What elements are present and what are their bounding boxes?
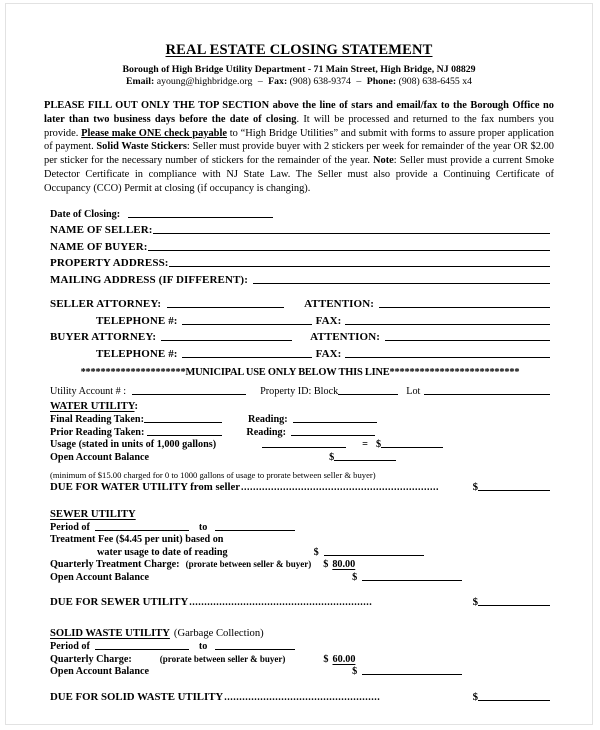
solid-waste-utility-heading [50, 628, 550, 639]
due-for-water-dots: .................................................................. [241, 481, 440, 493]
contact-separator-1: – [257, 76, 263, 87]
name-of-buyer-input[interactable] [148, 250, 550, 251]
seller-attorney-fax-label: FAX: [315, 314, 342, 327]
solid-waste-heading-note: (Garbage Collection) [173, 628, 264, 640]
sewer-quarterly-charge-label: Quarterly Treatment Charge: [50, 559, 180, 571]
document-page [5, 3, 593, 725]
buyer-attorney-input[interactable] [161, 340, 292, 341]
field-row-solid-waste-open-balance [50, 666, 550, 677]
instructions-emphasis-5: Note [373, 155, 394, 167]
sewer-treatment-fee-label-line2: water usage to date of reading [97, 546, 228, 558]
sewer-open-balance-input[interactable] [362, 580, 462, 581]
solid-waste-open-account-balance-label: Open Account Balance [50, 666, 150, 678]
due-for-sewer-utility-row [50, 596, 550, 608]
solid-waste-open-balance-dollar-sign: $ [352, 666, 358, 678]
final-reading-taken-input[interactable] [144, 422, 222, 423]
solid-waste-quarterly-dollar-sign: $ [323, 653, 329, 665]
final-reading-taken-label: Final Reading Taken: [50, 414, 144, 426]
seller-attorney-fax-input[interactable] [345, 324, 550, 325]
phone-label: Phone: [366, 76, 397, 87]
solid-waste-utility-heading-text: SOLID WASTE UTILITY [50, 628, 170, 640]
water-prior-reading-label: Reading: [246, 426, 286, 438]
sewer-treatment-fee-label-line1: Treatment Fee ($4.45 per unit) based on [50, 534, 224, 546]
seller-attorney-attention-label: ATTENTION: [304, 298, 375, 311]
email-label: Email: [125, 76, 155, 87]
property-address-label: PROPERTY ADDRESS: [50, 257, 169, 270]
sewer-period-from-input[interactable] [95, 530, 189, 531]
water-utility-heading-text: WATER UTILITY [50, 401, 135, 413]
due-for-sewer-dollar-sign: $ [472, 596, 478, 609]
due-for-sewer-dots: ............................................................. [189, 597, 373, 609]
buyer-attorney-fax-input[interactable] [345, 357, 550, 358]
sewer-utility-heading [50, 509, 550, 520]
buyer-attorney-fax-label: FAX: [315, 347, 342, 360]
field-row-sewer-treatment-fee-line1 [50, 534, 550, 545]
solid-waste-period-to-input[interactable] [215, 649, 295, 650]
water-usage-dollar-sign: $ [375, 439, 382, 451]
due-for-solid-waste-dollar-sign: $ [472, 690, 478, 703]
water-minimum-note: (minimum of $15.00 charged for 0 to 1000 gallons of usage to prorate between seller & buyer) [50, 469, 376, 480]
instructions-emphasis-3: Please make ONE check payable [81, 127, 227, 139]
field-row-name-of-seller [50, 224, 550, 236]
sewer-quarterly-charge-value: 80.00 [332, 559, 356, 571]
water-usage-equals: = [362, 439, 368, 451]
field-row-seller-attorney [50, 298, 550, 310]
solid-waste-period-to-label: to [198, 641, 208, 653]
sewer-quarterly-charge-note: (prorate between seller & buyer) [185, 559, 312, 570]
water-usage-amount-input[interactable] [381, 447, 443, 448]
field-row-name-of-buyer [50, 241, 550, 253]
field-row-sewer-open-balance [50, 572, 550, 583]
utility-account-input[interactable] [132, 394, 246, 395]
field-row-seller-attorney-phone [50, 315, 550, 327]
due-for-water-input[interactable] [478, 490, 550, 491]
sewer-treatment-fee-input[interactable] [324, 555, 424, 556]
field-row-solid-waste-quarterly-charge [50, 654, 550, 665]
seller-attorney-telephone-input[interactable] [182, 324, 312, 325]
buyer-attorney-telephone-input[interactable] [182, 357, 312, 358]
due-for-water-utility-row [50, 481, 550, 493]
water-open-balance-dollar-sign: $ [329, 451, 335, 463]
seller-attorney-telephone-label: TELEPHONE #: [96, 314, 178, 327]
buyer-attorney-attention-input[interactable] [385, 340, 550, 341]
name-of-buyer-label: NAME OF BUYER: [50, 240, 148, 253]
property-id-block-input[interactable] [338, 394, 398, 395]
sewer-period-to-input[interactable] [215, 530, 295, 531]
field-row-property-address [50, 257, 550, 269]
phone-value: (908) 638-6455 x4 [398, 76, 473, 87]
instructions-text-4: : Seller must provide a current Smoke Detector Certificate in compliance with NJ State Law. The Seller must also provide a Continuing Certificate of Occupancy (CCO) Permit at closing (if occupancy is changing). [44, 155, 554, 194]
instructions-emphasis-2: above the line of stars and email/fax to the Borough Office no later than two business days before the date of closing [44, 100, 554, 125]
organization-address: Borough of High Bridge Utility Department - 71 Main Street, High Bridge, NJ 08829 [122, 64, 476, 75]
field-row-buyer-attorney [50, 331, 550, 343]
solid-waste-quarterly-charge-value: 60.00 [332, 653, 356, 665]
property-address-input[interactable] [169, 266, 550, 267]
municipal-use-divider [50, 367, 550, 378]
instructions-text-3: : Seller must provide buyer with 2 stickers per week for remainder of the year OR $2.00 per sticker for the necessary number of stickers for the remainder of the year. [44, 141, 554, 167]
due-for-solid-waste-utility-label: DUE FOR SOLID WASTE UTILITY [50, 690, 224, 703]
contact-line [36, 76, 562, 87]
solid-waste-quarterly-charge-note: (prorate between seller & buyer) [159, 653, 286, 664]
sewer-treatment-fee-dollar-sign: $ [313, 546, 319, 558]
instructions-emphasis-1: PLEASE FILL OUT ONLY THE TOP SECTION [44, 100, 270, 111]
field-row-utility-account [50, 386, 550, 397]
sewer-open-balance-dollar-sign: $ [352, 571, 358, 583]
due-for-solid-waste-input[interactable] [478, 700, 550, 701]
page-title: REAL ESTATE CLOSING STATEMENT [165, 42, 433, 58]
field-row-sewer-treatment-fee-line2 [50, 547, 550, 558]
lot-input[interactable] [424, 394, 550, 395]
name-of-seller-input[interactable] [153, 233, 550, 234]
prior-reading-taken-input[interactable] [147, 435, 222, 436]
water-final-reading-input[interactable] [293, 422, 377, 423]
seller-attorney-attention-input[interactable] [379, 307, 550, 308]
email-value: ayoung@highbridge.org [156, 76, 253, 87]
water-utility-heading-colon: : [134, 401, 139, 413]
sewer-period-of-label: Period of [50, 521, 90, 533]
solid-waste-period-of-label: Period of [50, 641, 90, 653]
buyer-attorney-telephone-label: TELEPHONE #: [96, 347, 178, 360]
due-for-solid-waste-dots: .................................................... [224, 691, 381, 703]
field-row-mailing-address [50, 274, 550, 286]
solid-waste-quarterly-charge-label: Quarterly Charge: [50, 653, 132, 665]
instructions-paragraph [44, 99, 554, 196]
form-body [36, 209, 562, 703]
due-for-water-utility-label: DUE FOR WATER UTILITY from seller [50, 480, 241, 493]
seller-attorney-label: SELLER ATTORNEY: [50, 298, 162, 311]
due-for-sewer-utility-label: DUE FOR SEWER UTILITY [50, 596, 189, 609]
due-for-water-dollar-sign: $ [472, 480, 478, 493]
divider-label: MUNICIPAL USE ONLY BELOW THIS LINE [185, 366, 390, 378]
field-row-water-final-reading [50, 414, 550, 425]
lot-label: Lot [406, 385, 421, 397]
buyer-attorney-label: BUYER ATTORNEY: [50, 331, 157, 344]
sewer-period-to-label: to [198, 521, 208, 533]
water-utility-heading [50, 401, 550, 412]
field-row-buyer-attorney-phone [50, 348, 550, 360]
divider-stars-left: ********************* [80, 366, 186, 378]
sewer-utility-heading-text: SEWER UTILITY [50, 508, 136, 520]
date-of-closing-label: Date of Closing: [50, 208, 121, 220]
fax-label: Fax: [268, 76, 288, 87]
field-row-sewer-quarterly-charge [50, 559, 550, 570]
utility-account-label: Utility Account # : [50, 385, 127, 397]
property-id-label: Property ID: Block [260, 385, 339, 397]
sewer-open-account-balance-label: Open Account Balance [50, 571, 150, 583]
document-sheet [6, 4, 592, 724]
sewer-quarterly-dollar-sign: $ [323, 559, 329, 571]
date-of-closing-input[interactable] [128, 217, 273, 218]
field-row-water-open-balance [50, 452, 550, 463]
instructions-text-2: to “High Bridge Utilities” and submit with forms to assure proper application of payment. [44, 127, 555, 153]
water-open-account-balance-label: Open Account Balance [50, 451, 150, 463]
solid-waste-open-balance-input[interactable] [362, 674, 462, 675]
due-for-sewer-input[interactable] [478, 605, 550, 606]
name-of-seller-label: NAME OF SELLER: [50, 224, 153, 237]
water-usage-input[interactable] [262, 447, 346, 448]
seller-attorney-input[interactable] [167, 307, 284, 308]
water-usage-label: Usage (stated in units of 1,000 gallons) [50, 439, 217, 451]
field-row-date-of-closing [50, 209, 550, 220]
water-final-reading-label: Reading: [247, 414, 288, 426]
instructions-text-1: . It will be processed and returned to the fax numbers you provide. [44, 113, 554, 139]
buyer-attorney-attention-label: ATTENTION: [310, 331, 381, 344]
mailing-address-label: MAILING ADDRESS (IF DIFFERENT): [50, 273, 248, 286]
due-for-solid-waste-utility-row [50, 691, 550, 703]
water-open-balance-input[interactable] [334, 460, 396, 461]
field-row-sewer-period [50, 522, 550, 533]
instructions-emphasis-4: Solid Waste Stickers [96, 141, 187, 153]
mailing-address-input[interactable] [253, 283, 550, 284]
field-row-water-usage [50, 439, 550, 450]
contact-separator-2: – [356, 76, 362, 87]
field-row-solid-waste-period [50, 641, 550, 652]
water-prior-reading-input[interactable] [291, 435, 375, 436]
solid-waste-period-from-input[interactable] [95, 649, 189, 650]
divider-stars-right: ************************** [389, 366, 520, 378]
field-row-water-prior-reading [50, 427, 550, 438]
prior-reading-taken-label: Prior Reading Taken: [50, 426, 145, 438]
fax-value: (908) 638-9374 [289, 76, 351, 87]
